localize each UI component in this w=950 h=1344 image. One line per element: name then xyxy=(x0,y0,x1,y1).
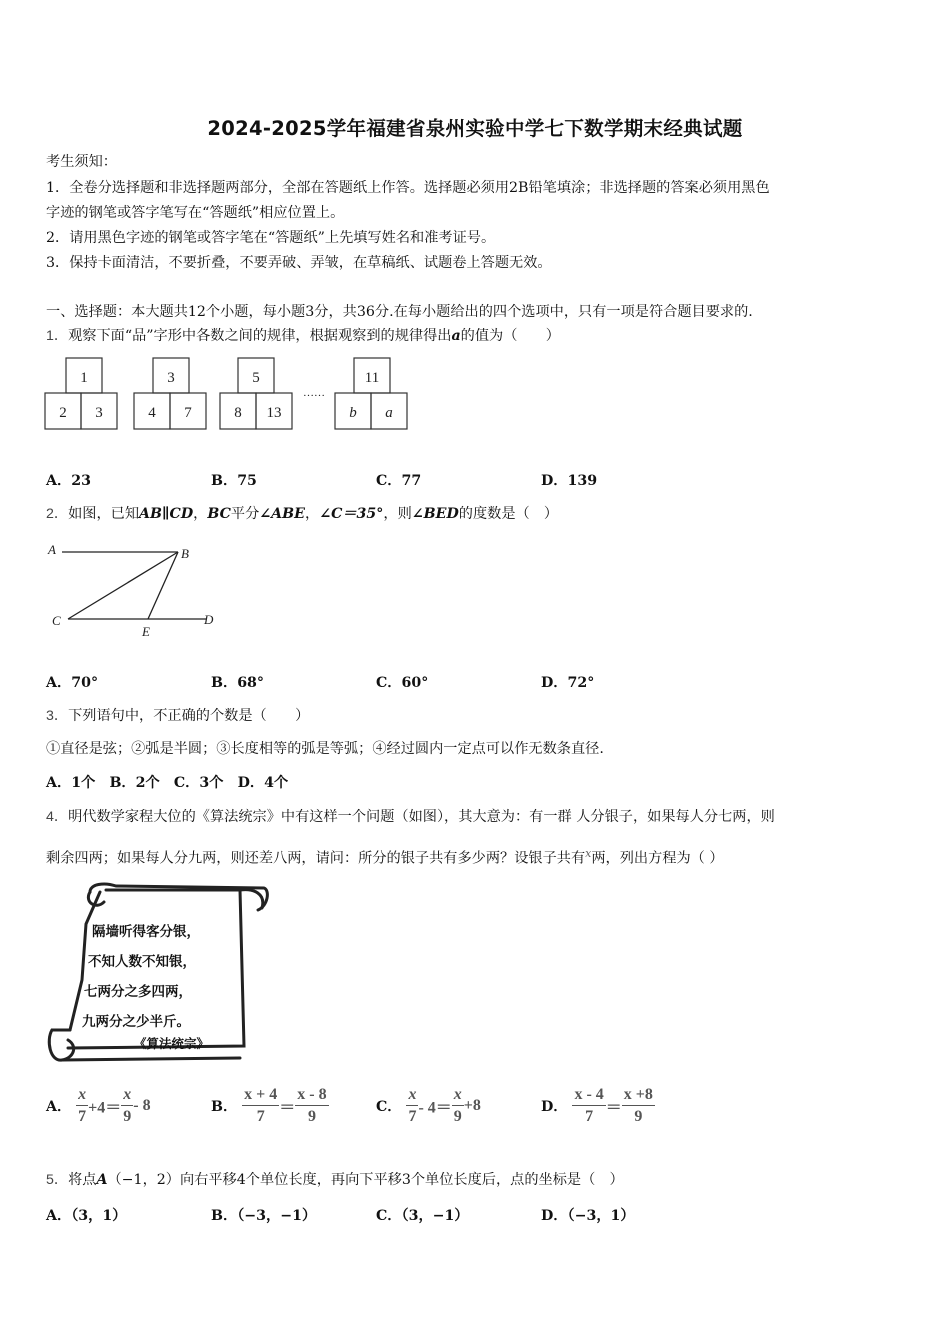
section-heading: 一、选择题：本大题共12个小题，每小题3分，共36分.在每小题给出的四个选项中，只有一项是符合题目要求的. xyxy=(46,304,753,320)
question-text: 下列语句中，不正确的个数是（ ） xyxy=(68,708,310,724)
question-text: 明代数学家程大位的《算法统宗》中有这样一个问题（如图），其大意为：有一群 人分银子，如果每人分七两，则 xyxy=(68,809,775,825)
question-4-line2 xyxy=(46,844,724,869)
scroll-text: 隔墙听得客分银， xyxy=(92,924,200,939)
option-b[interactable]: B．75 xyxy=(211,473,257,489)
variable: a xyxy=(451,328,461,344)
option-d[interactable]: D．（−3，1） xyxy=(541,1208,635,1224)
option-a[interactable]: A．（3，1） xyxy=(46,1208,127,1224)
figure-number: 7 xyxy=(184,405,192,421)
figure-variable: a xyxy=(385,405,393,421)
scroll-text: 不知人数不知银， xyxy=(88,954,196,969)
figure-number: 5 xyxy=(252,370,260,386)
figure-number: 1 xyxy=(80,370,88,386)
option-a[interactable]: A．70° xyxy=(46,675,99,691)
question-text: 将点 xyxy=(68,1172,97,1188)
figure-number: 11 xyxy=(364,370,380,386)
punctuation: ， xyxy=(304,506,320,522)
option-c[interactable]: C．77 xyxy=(376,473,422,489)
notice-item: 2．请用黑色字迹的钢笔或答字笔在“答题纸”上先填写姓名和准考证号。 xyxy=(46,230,496,246)
point-label: D xyxy=(204,612,214,627)
question-text: （−1，2）向右平移4个单位长度，再向下平移3个单位长度后，点的坐标是（ ） xyxy=(107,1172,624,1188)
option-b[interactable]: B．（−3，−1） xyxy=(211,1208,317,1224)
question-text: 两，列出方程为（ ） xyxy=(591,850,724,867)
condition: ∠C＝35° xyxy=(319,506,384,522)
option-b[interactable]: B．68° xyxy=(211,675,265,691)
question-text: ，则 xyxy=(383,506,412,522)
point-name: A xyxy=(96,1172,108,1188)
scroll-image xyxy=(44,880,272,1066)
question-3-statement: ①直径是弦；②弧是半圆；③长度相等的弧是等弧；④经过圆内一定点可以作无数条直径. xyxy=(46,741,604,757)
question-text: 如图，已知 xyxy=(68,506,140,522)
condition: ∠BED xyxy=(411,506,459,522)
option-c[interactable]: C． $\frac{x}{7}$ - 4＝ $\frac{x}{9}$ +8 xyxy=(376,1086,481,1125)
question-1 xyxy=(46,326,560,346)
scroll-text: 九两分之少半斤。 xyxy=(82,1014,190,1029)
question-4 xyxy=(46,807,775,827)
question-5 xyxy=(46,1170,624,1190)
point-label: E xyxy=(142,624,150,639)
question-number: 3． xyxy=(46,708,69,724)
scroll-text: 《算法统宗》 xyxy=(134,1037,210,1051)
figure-number: 2 xyxy=(59,405,67,421)
question-text: 剩余四两；如果每人分九两，则还差八两，请问：所分的银子共有多少两？设银子共有 xyxy=(46,850,586,867)
question-number: 2． xyxy=(46,506,69,522)
variable: x xyxy=(585,847,592,860)
punctuation: ， xyxy=(193,506,208,522)
figure-ellipsis: …… xyxy=(303,387,325,399)
option-d[interactable]: D．72° xyxy=(541,675,595,691)
figure-number: 3 xyxy=(95,405,103,421)
notice-item: 字迹的钢笔或答字笔写在“答题纸”相应位置上。 xyxy=(46,205,345,221)
page-title: 2024-2025学年福建省泉州实验中学七下数学期末经典试题 xyxy=(207,117,743,140)
notice-item: 1．全卷分选择题和非选择题两部分，全部在答题纸上作答。选择题必须用2B铅笔填涂；非选择题的答案必须用黑色 xyxy=(46,180,770,196)
option-d[interactable]: D．139 xyxy=(541,473,598,489)
pin-shape-figure xyxy=(40,352,420,434)
scroll-text: 七两分之多四两， xyxy=(84,984,192,999)
parallel-lines-figure xyxy=(40,538,230,640)
condition: AB∥CD xyxy=(139,506,194,522)
question-2 xyxy=(46,504,558,524)
figure-number: 8 xyxy=(234,405,242,421)
question-3 xyxy=(46,706,309,726)
point-label: A xyxy=(48,542,56,557)
figure-number: 3 xyxy=(167,370,175,386)
condition: ∠ABE xyxy=(259,506,305,522)
option-a[interactable]: A． $\frac{x}{7}$ +4＝ $\frac{x}{9}$ - 8 xyxy=(46,1086,151,1125)
point-label: B xyxy=(181,546,189,561)
question-3-options[interactable]: A．1个 B．2个 C．3个 D．4个 xyxy=(46,775,289,791)
condition: BC xyxy=(207,506,231,522)
question-number: 4． xyxy=(46,809,69,825)
option-d[interactable]: D． $\frac{x - 4}{7}$ ＝ $\frac{x +8}{9}$ xyxy=(541,1086,653,1125)
option-b[interactable]: B． $\frac{x + 4}{7}$ ＝ $\frac{x - 8}{9}$ xyxy=(211,1086,327,1125)
figure-number: 13 xyxy=(266,405,282,421)
question-text: 平分 xyxy=(230,506,260,522)
question-text: 的值为（ ） xyxy=(460,328,560,344)
question-text: 的度数是（ ） xyxy=(458,506,559,522)
figure-number: 4 xyxy=(148,405,156,421)
option-c[interactable]: C．60° xyxy=(376,675,429,691)
option-c[interactable]: C．（3，−1） xyxy=(376,1208,469,1224)
point-label: C xyxy=(52,613,61,628)
notice-item: 3．保持卡面清洁，不要折叠，不要弄破、弄皱，在草稿纸、试题卷上答题无效。 xyxy=(46,255,552,271)
question-text: 观察下面“品”字形中各数之间的规律，根据观察到的规律得出 xyxy=(68,328,452,344)
question-number: 5． xyxy=(46,1172,69,1188)
figure-variable: b xyxy=(349,405,357,421)
question-number: 1． xyxy=(46,328,69,344)
notice-heading: 考生须知： xyxy=(46,154,117,170)
option-a[interactable]: A．23 xyxy=(46,473,91,489)
